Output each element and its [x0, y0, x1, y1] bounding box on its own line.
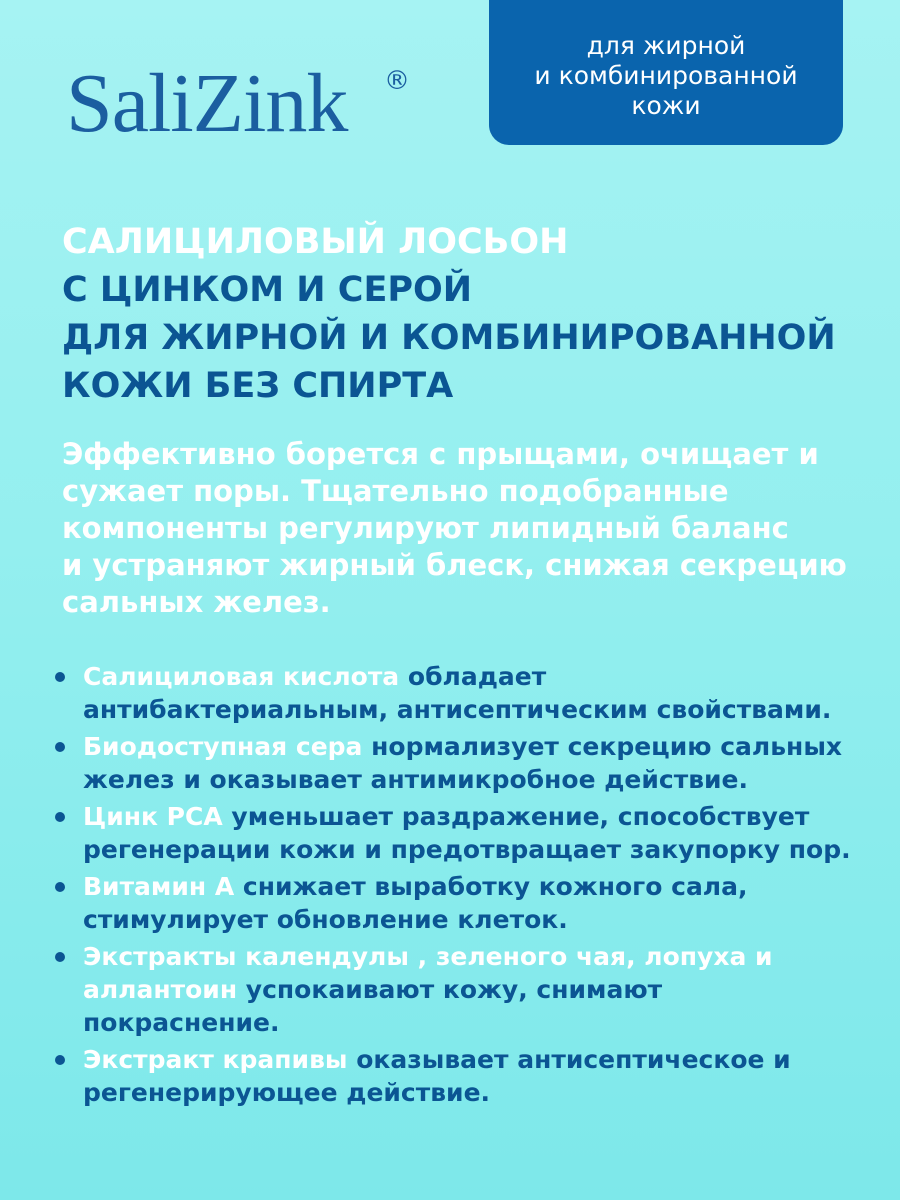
brand-logo: SaliZink [66, 57, 348, 150]
description-line: сужает поры. Тщательно подобранные [62, 474, 729, 508]
ingredient-line [83, 870, 851, 903]
product-title [62, 218, 836, 410]
bullet-icon [55, 742, 65, 752]
ingredient-line [83, 730, 851, 763]
ingredient-line: антибактериальным, антисептическим свойствами. [83, 695, 832, 724]
ingredient-effect: уменьшает раздражение, способствует [222, 802, 810, 831]
ingredient-line [83, 800, 851, 833]
ingredient-line: регенерации кожи и предотвращает закупорку пор. [83, 835, 851, 864]
ingredient-effect: снижает выработку кожного сала, [234, 872, 748, 901]
ingredient-name: Витамин А [83, 872, 235, 901]
badge-line: и комбинированной [534, 61, 798, 90]
ingredient-effect: нормализует секрецию сальных [362, 732, 843, 761]
bullet-icon [55, 952, 65, 962]
ingredient-effect: успокаивают кожу, снимают [237, 975, 663, 1004]
description-line: и устраняют жирный блеск, снижая секрецию [62, 548, 847, 582]
ingredient-line: регенерирующее действие. [83, 1078, 491, 1107]
ingredient-item [52, 1043, 851, 1109]
description-line: Эффективно борется с прыщами, очищает и [62, 437, 819, 471]
ingredient-name: аллантоин [83, 975, 238, 1004]
ingredient-line [83, 973, 851, 1006]
title-line: С ЦИНКОМ И СЕРОЙ [62, 270, 473, 310]
badge-line: для жирной [586, 31, 746, 60]
skin-type-badge [489, 0, 843, 145]
ingredient-effect: обладает [399, 662, 547, 691]
ingredient-name: Биодоступная сера [83, 732, 363, 761]
description-line: компоненты регулируют липидный баланс [62, 511, 789, 545]
ingredient-effect: оказывает антисептическое и [347, 1045, 791, 1074]
ingredient-name: Экстракты календулы , зеленого чая, лопуха и [83, 942, 773, 971]
bullet-icon [55, 812, 65, 822]
ingredient-line: стимулирует обновление клеток. [83, 905, 568, 934]
ingredient-item [52, 800, 851, 866]
title-line: САЛИЦИЛОВЫЙ ЛОСЬОН [62, 222, 569, 262]
ingredient-list [52, 660, 851, 1113]
title-line: ДЛЯ ЖИРНОЙ И КОМБИНИРОВАННОЙ [62, 318, 836, 358]
badge-line: кожи [631, 91, 701, 120]
bullet-icon [55, 672, 65, 682]
ingredient-item [52, 940, 851, 1039]
ingredient-line [83, 1043, 851, 1076]
ingredient-item [52, 730, 851, 796]
ingredient-line [83, 660, 851, 693]
ingredient-item [52, 870, 851, 936]
ingredient-item [52, 660, 851, 726]
registered-mark: ® [384, 66, 410, 96]
bullet-icon [55, 882, 65, 892]
ingredient-line: желез и оказывает антимикробное действие. [83, 765, 749, 794]
ingredient-line: покраснение. [83, 1008, 280, 1037]
description-line: сальных желез. [62, 585, 331, 619]
ingredient-name: Цинк PCA [83, 802, 223, 831]
bullet-icon [55, 1055, 65, 1065]
ingredient-name: Салициловая кислота [83, 662, 400, 691]
product-description [62, 436, 847, 621]
ingredient-name: Экстракт крапивы [83, 1045, 348, 1074]
title-line: КОЖИ БЕЗ СПИРТА [62, 366, 454, 406]
